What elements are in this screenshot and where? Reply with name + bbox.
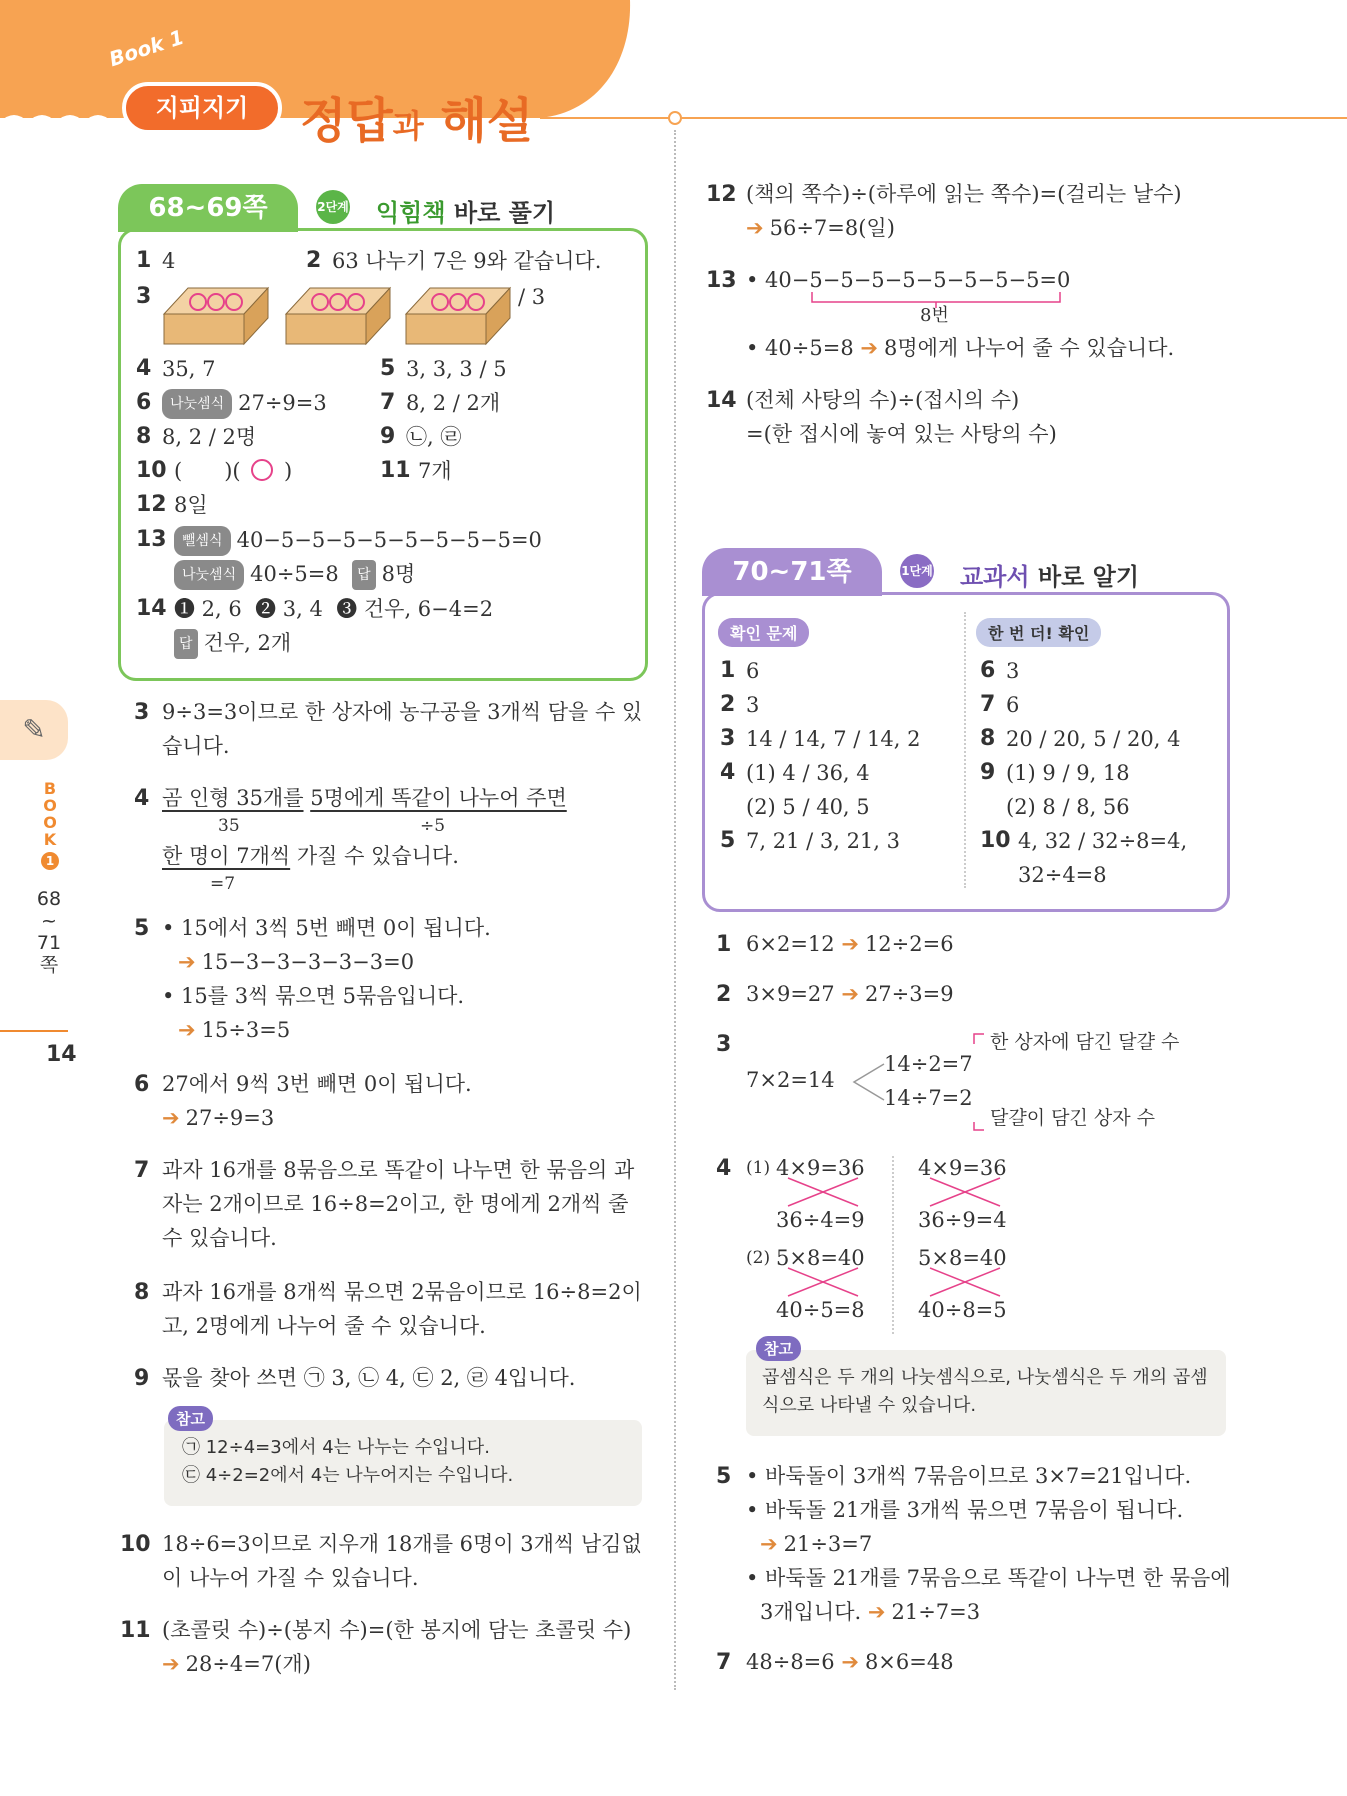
box1-heading-1: 익힘책 — [376, 199, 446, 227]
box1-heading — [376, 193, 555, 228]
b2-n2: 2 — [720, 692, 736, 717]
b2-l3: 14 / 14, 7 / 14, 2 — [746, 727, 921, 751]
r2-t7 — [746, 1648, 954, 1676]
r2-note-badge: 참고 — [756, 1336, 801, 1361]
b1-n14: 14 — [136, 596, 167, 621]
l-t3b: 습니다. — [162, 734, 230, 758]
b1-n2: 2 — [306, 248, 322, 273]
r-t13a: • 40−5−5−5−5−5−5−5−5=0 — [746, 268, 1071, 292]
b1-a13-expr2: 40÷5=8 — [250, 562, 339, 586]
b1-a10-mid: )( — [224, 459, 241, 483]
r2-b3: 5×8=40 — [918, 1246, 1007, 1270]
l-n4: 4 — [134, 786, 150, 811]
b2-n9: 9 — [980, 760, 996, 785]
arrow-icon: ➔ — [746, 216, 764, 240]
side-book-num: 1 — [41, 852, 59, 870]
b1-a6-tag: 나눗셈식 — [162, 389, 232, 419]
box-trays-figure — [158, 282, 528, 350]
l-t9a: 몫을 찾아 쓰면 ㉠ 3, ㉡ 4, ㉢ 2, ㉣ 4입니다. — [162, 1366, 576, 1390]
b2-n4: 4 — [720, 760, 736, 785]
box2-divider — [964, 612, 966, 888]
r2-a2: 36÷4=9 — [776, 1208, 865, 1232]
r2-p1: (1) — [746, 1158, 771, 1178]
box2-step-icon: 1단계 — [900, 554, 934, 588]
title-part1: 정답 — [300, 93, 393, 149]
r-n13: 13 — [706, 268, 737, 293]
circle-mark — [251, 459, 273, 481]
r2-t3-top: 14÷2=7 — [884, 1052, 973, 1076]
b1-a13-ans-tag: 답 — [352, 560, 376, 590]
l-t4a2: 5명에게 똑같이 나누어 주면 — [310, 786, 567, 810]
l-t4s2: ÷5 — [420, 816, 446, 836]
r2-b4: 40÷8=5 — [918, 1298, 1007, 1322]
r2-t3-lab1: 한 상자에 담긴 달걀 수 — [990, 1031, 1180, 1053]
r2-n1: 1 — [716, 932, 732, 957]
r2-t3-lab2: 달걀이 담긴 상자 수 — [990, 1107, 1155, 1129]
b1-a14-ans: 건우, 2개 — [203, 631, 292, 655]
b1-a13-expr1: 40−5−5−5−5−5−5−5−5=0 — [236, 528, 542, 552]
b2-r8: 20 / 20, 5 / 20, 4 — [1006, 727, 1181, 751]
r-n12: 12 — [706, 182, 737, 207]
arrow-icon: ➔ — [162, 1106, 180, 1130]
page-number: 14 — [46, 1042, 77, 1067]
box1-page-tab — [118, 184, 298, 232]
side-pages-unit: 쪽 — [39, 954, 59, 976]
side-pages — [34, 888, 64, 976]
b2-r7: 6 — [1006, 693, 1020, 717]
r2-n5: 5 — [716, 1464, 732, 1489]
l-t7a: 과자 16개를 8묶음으로 똑같이 나누면 한 묶음의 과 — [162, 1158, 635, 1182]
r-t12a: (책의 쪽수)÷(하루에 읽는 쪽수)=(걸리는 날수) — [746, 182, 1182, 206]
r2-t5b: • 바둑돌 21개를 3개씩 묶으면 7묶음이 됩니다. — [746, 1498, 1184, 1522]
b1-a8: 8, 2 / 2명 — [162, 425, 257, 449]
r2-t5e: 3개입니다. — [760, 1600, 862, 1624]
b2-r6: 3 — [1006, 659, 1020, 683]
b1-n3: 3 — [136, 284, 152, 309]
b2-n8: 8 — [980, 726, 996, 751]
l-t5c: • 15를 3씩 묶으면 5묶음입니다. — [162, 984, 465, 1008]
arrow-icon: ➔ — [841, 982, 859, 1006]
b1-n13: 13 — [136, 527, 167, 552]
b1-n4: 4 — [136, 356, 152, 381]
box2-heading — [960, 557, 1139, 592]
r2-t5c: 21÷3=7 — [783, 1532, 873, 1556]
box1-page-range: 68~69쪽 — [148, 193, 268, 223]
b1-a10 — [174, 457, 292, 485]
b1-a4: 35, 7 — [162, 357, 216, 381]
r2-t5a: • 바둑돌이 3개씩 7묶음이므로 3×7=21입니다. — [746, 1464, 1192, 1488]
header-tag — [122, 82, 282, 134]
b1-a10-close: ) — [283, 459, 293, 483]
r-t12b-line — [746, 214, 895, 242]
r-t13b2: 8명에게 나누어 줄 수 있습니다. — [884, 336, 1175, 360]
b2-n1: 1 — [720, 658, 736, 683]
b1-a13-line2 — [174, 560, 415, 590]
box2-heading-2: 바로 알기 — [1037, 563, 1140, 591]
l-n10: 10 — [120, 1532, 151, 1557]
r2-t2 — [746, 980, 954, 1008]
b1-n9: 9 — [380, 424, 396, 449]
b2-r9b: (2) 8 / 8, 56 — [1006, 795, 1130, 819]
side-book — [40, 780, 60, 870]
l-t8a: 과자 16개를 8개씩 묶으면 2묶음이므로 16÷8=2이 — [162, 1280, 642, 1304]
b1-n5: 5 — [380, 356, 396, 381]
box2-right-tab: 한 번 더! 확인 — [976, 618, 1101, 647]
l-t11b: 28÷4=7(개) — [185, 1652, 311, 1676]
b2-r9a: (1) 9 / 9, 18 — [1006, 761, 1130, 785]
r2-n7: 7 — [716, 1650, 732, 1675]
r2-t1b: 12÷2=6 — [864, 932, 954, 956]
b1-a7: 8, 2 / 2개 — [406, 391, 501, 415]
r2-n2: 2 — [716, 982, 732, 1007]
l-n8: 8 — [134, 1280, 150, 1305]
header-tag-text: 지피지기 — [155, 94, 249, 122]
side-pages-tilde: ~ — [41, 910, 57, 932]
box2-heading-1: 교과서 — [960, 563, 1030, 591]
b2-n10: 10 — [980, 828, 1011, 853]
tray-2 — [286, 288, 390, 344]
r2-t3-bot: 14÷7=2 — [884, 1086, 973, 1110]
b1-a11: 7개 — [418, 459, 452, 483]
l-note-badge: 참고 — [168, 1406, 213, 1431]
side-pages-bottom: 71 — [36, 932, 62, 954]
arrow-icon: ➔ — [162, 1652, 180, 1676]
b1-a6-line — [162, 389, 327, 419]
box2-page-tab — [702, 548, 882, 596]
l-t4a1: 곰 인형 35개를 — [162, 786, 304, 810]
l-t4b2: 가질 수 있습니다. — [296, 844, 459, 868]
b1-n12: 12 — [136, 492, 167, 517]
l-t4b1: 한 명이 7개씩 — [162, 844, 291, 868]
l-t11a: (초콜릿 수)÷(봉지 수)=(한 봉지에 담는 초콜릿 수) — [162, 1618, 632, 1642]
l-t4s3: =7 — [210, 874, 236, 894]
side-pages-top: 68 — [36, 888, 62, 910]
b1-a12: 8일 — [174, 493, 208, 517]
column-divider — [674, 130, 676, 1690]
b1-n10: 10 — [136, 458, 167, 483]
r-n14: 14 — [706, 388, 737, 413]
arrow-icon: ➔ — [867, 1600, 886, 1624]
r2-t7b: 8×6=48 — [864, 1650, 954, 1674]
r2-note1: 곱셈식은 두 개의 나눗셈식으로, 나눗셈식은 두 개의 곱셈 — [762, 1367, 1208, 1388]
r2-q3-diagram — [844, 1024, 1014, 1134]
l-t3a: 9÷3=3이므로 한 상자에 농구공을 3개씩 담을 수 있 — [162, 700, 643, 724]
b1-n7: 7 — [380, 390, 396, 415]
b1-n6: 6 — [136, 390, 152, 415]
b2-l4b: (2) 5 / 40, 5 — [746, 795, 870, 819]
r2-t5d: • 바둑돌 21개를 7묶음으로 똑같이 나누면 한 묶음에 — [746, 1566, 1231, 1590]
box1-step-icon: 2단계 — [316, 190, 350, 224]
r2-a4: 36÷9=4 — [918, 1208, 1007, 1232]
r2-t5e-line — [760, 1598, 980, 1626]
l-note1: ㉠ 12÷4=3에서 4는 나누는 수입니다. — [182, 1437, 490, 1458]
l-t5b-line — [178, 948, 414, 976]
side-book-text: BOOK — [43, 779, 57, 849]
b2-n5: 5 — [720, 828, 736, 853]
r2-n4: 4 — [716, 1156, 732, 1181]
b1-a5: 3, 3, 3 / 5 — [406, 357, 507, 381]
r-t14b: =(한 접시에 놓여 있는 사탕의 수) — [746, 422, 1057, 446]
r2-t2a: 3×9=27 — [746, 982, 835, 1006]
b2-l5: 7, 21 / 3, 21, 3 — [746, 829, 901, 853]
l-t6b-line — [162, 1104, 274, 1132]
r2-t1 — [746, 930, 954, 958]
box2-left-tab: 확인 문제 — [718, 618, 809, 647]
b2-n3: 3 — [720, 726, 736, 751]
l-n9: 9 — [134, 1366, 150, 1391]
box2-page-range: 70~71쪽 — [732, 557, 852, 587]
b2-n7: 7 — [980, 692, 996, 717]
r2-t1a: 6×2=12 — [746, 932, 835, 956]
l-t8b: 고, 2명에게 나누어 줄 수 있습니다. — [162, 1314, 486, 1338]
l-n11: 11 — [120, 1618, 151, 1643]
arrow-icon: ➔ — [841, 932, 859, 956]
l-n3: 3 — [134, 700, 150, 725]
l-t4a — [162, 784, 567, 812]
l-note2: ㉢ 4÷2=2에서 4는 나누어지는 수입니다. — [182, 1465, 514, 1486]
b2-l2: 3 — [746, 693, 760, 717]
r2-p2: (2) — [746, 1248, 771, 1268]
arrow-icon: ➔ — [178, 1018, 196, 1042]
r2-t3-main: 7×2=14 — [746, 1068, 835, 1092]
title-part2: 해설 — [440, 93, 534, 149]
b1-a13-tag2: 나눗셈식 — [174, 560, 244, 590]
l-n6: 6 — [134, 1072, 150, 1097]
b2-r10a: 4, 32 / 32÷8=4, — [1018, 829, 1188, 853]
side-rule — [0, 1030, 68, 1032]
l-t7c: 수 있습니다. — [162, 1226, 277, 1250]
b1-n8: 8 — [136, 424, 152, 449]
arrow-icon: ➔ — [178, 950, 196, 974]
l-t5d: 15÷3=5 — [201, 1018, 291, 1042]
r2-q4-cross-lines — [770, 1176, 1020, 1326]
page-title — [300, 82, 533, 151]
l-t4s1: 35 — [218, 816, 240, 836]
r2-b1: 5×8=40 — [776, 1246, 865, 1270]
b1-a9: ㉡, ㉣ — [406, 425, 462, 449]
b1-a3-tail: / 3 — [518, 285, 546, 309]
b1-a1: 4 — [162, 249, 176, 273]
r2-a1: 4×9=36 — [776, 1156, 865, 1180]
l-t11b-line — [162, 1650, 311, 1678]
r2-t7a: 48÷8=6 — [746, 1650, 835, 1674]
l-t10a: 18÷6=3이므로 지우개 18개를 6명이 3개씩 남김없 — [162, 1532, 642, 1556]
l-t6b: 27÷9=3 — [185, 1106, 275, 1130]
b2-r10b: 32÷4=8 — [1018, 863, 1107, 887]
side-tab — [0, 700, 68, 760]
b1-a10-open: ( — [174, 459, 183, 483]
b1-n11: 11 — [380, 458, 411, 483]
r2-t5c-line — [760, 1530, 872, 1558]
l-t6a: 27에서 9씩 3번 빼면 0이 됩니다. — [162, 1072, 472, 1096]
l-t10b: 이 나누어 가질 수 있습니다. — [162, 1566, 419, 1590]
b1-n1: 1 — [136, 248, 152, 273]
b1-a13-tag1: 뺄셈식 — [174, 526, 231, 556]
b1-a14-ans-line — [174, 629, 291, 659]
l-n5: 5 — [134, 916, 150, 941]
book-label: Book 1 — [106, 24, 187, 72]
b1-a14-ans-tag: 답 — [174, 629, 198, 659]
r-t13b-line — [746, 334, 1174, 362]
l-t7b: 자는 2개이므로 16÷8=2이고, 한 명에게 2개씩 줄 — [162, 1192, 629, 1216]
r2-note2: 식으로 나타낼 수 있습니다. — [762, 1395, 977, 1416]
b1-a6: 27÷9=3 — [238, 391, 327, 415]
r2-t2b: 27÷3=9 — [864, 982, 954, 1006]
r-t13b: • 40÷5=8 — [746, 336, 854, 360]
b2-l1: 6 — [746, 659, 760, 683]
b1-a13-ans: 8명 — [381, 562, 416, 586]
l-t5a: • 15에서 3씩 5번 빼면 0이 됩니다. — [162, 916, 491, 940]
arrow-icon: ➔ — [760, 1532, 778, 1556]
arrow-icon: ➔ — [860, 336, 878, 360]
r-t14a: (전체 사탕의 수)÷(접시의 수) — [746, 388, 1020, 412]
tray-1 — [164, 288, 268, 344]
arrow-icon: ➔ — [841, 1650, 859, 1674]
l-t5b: 15−3−3−3−3−3=0 — [201, 950, 415, 974]
b2-n6: 6 — [980, 658, 996, 683]
notebook-icon: ✎ — [22, 713, 46, 746]
title-mid: 과 — [392, 107, 424, 145]
l-t4b — [162, 842, 459, 870]
b1-a14-line: ❶ 2, 6 ❷ 3, 4 ❸ 건우, 6−4=2 — [174, 597, 494, 621]
r2-n3: 3 — [716, 1032, 732, 1057]
r2-b2: 40÷5=8 — [776, 1298, 865, 1322]
box1-heading-2: 바로 풀기 — [453, 199, 556, 227]
r2-t5f: 21÷7=3 — [891, 1600, 981, 1624]
b1-a13-line1 — [174, 526, 542, 556]
l-t5d-line — [178, 1016, 290, 1044]
r2-a3: 4×9=36 — [918, 1156, 1007, 1180]
b1-a2: 63 나누기 7은 9와 같습니다. — [332, 249, 602, 273]
tray-3 — [406, 288, 510, 344]
b2-l4a: (1) 4 / 36, 4 — [746, 761, 870, 785]
r-t13-brace-label: 8번 — [920, 305, 949, 326]
r-t12b: 56÷7=8(일) — [769, 216, 895, 240]
l-n7: 7 — [134, 1158, 150, 1183]
